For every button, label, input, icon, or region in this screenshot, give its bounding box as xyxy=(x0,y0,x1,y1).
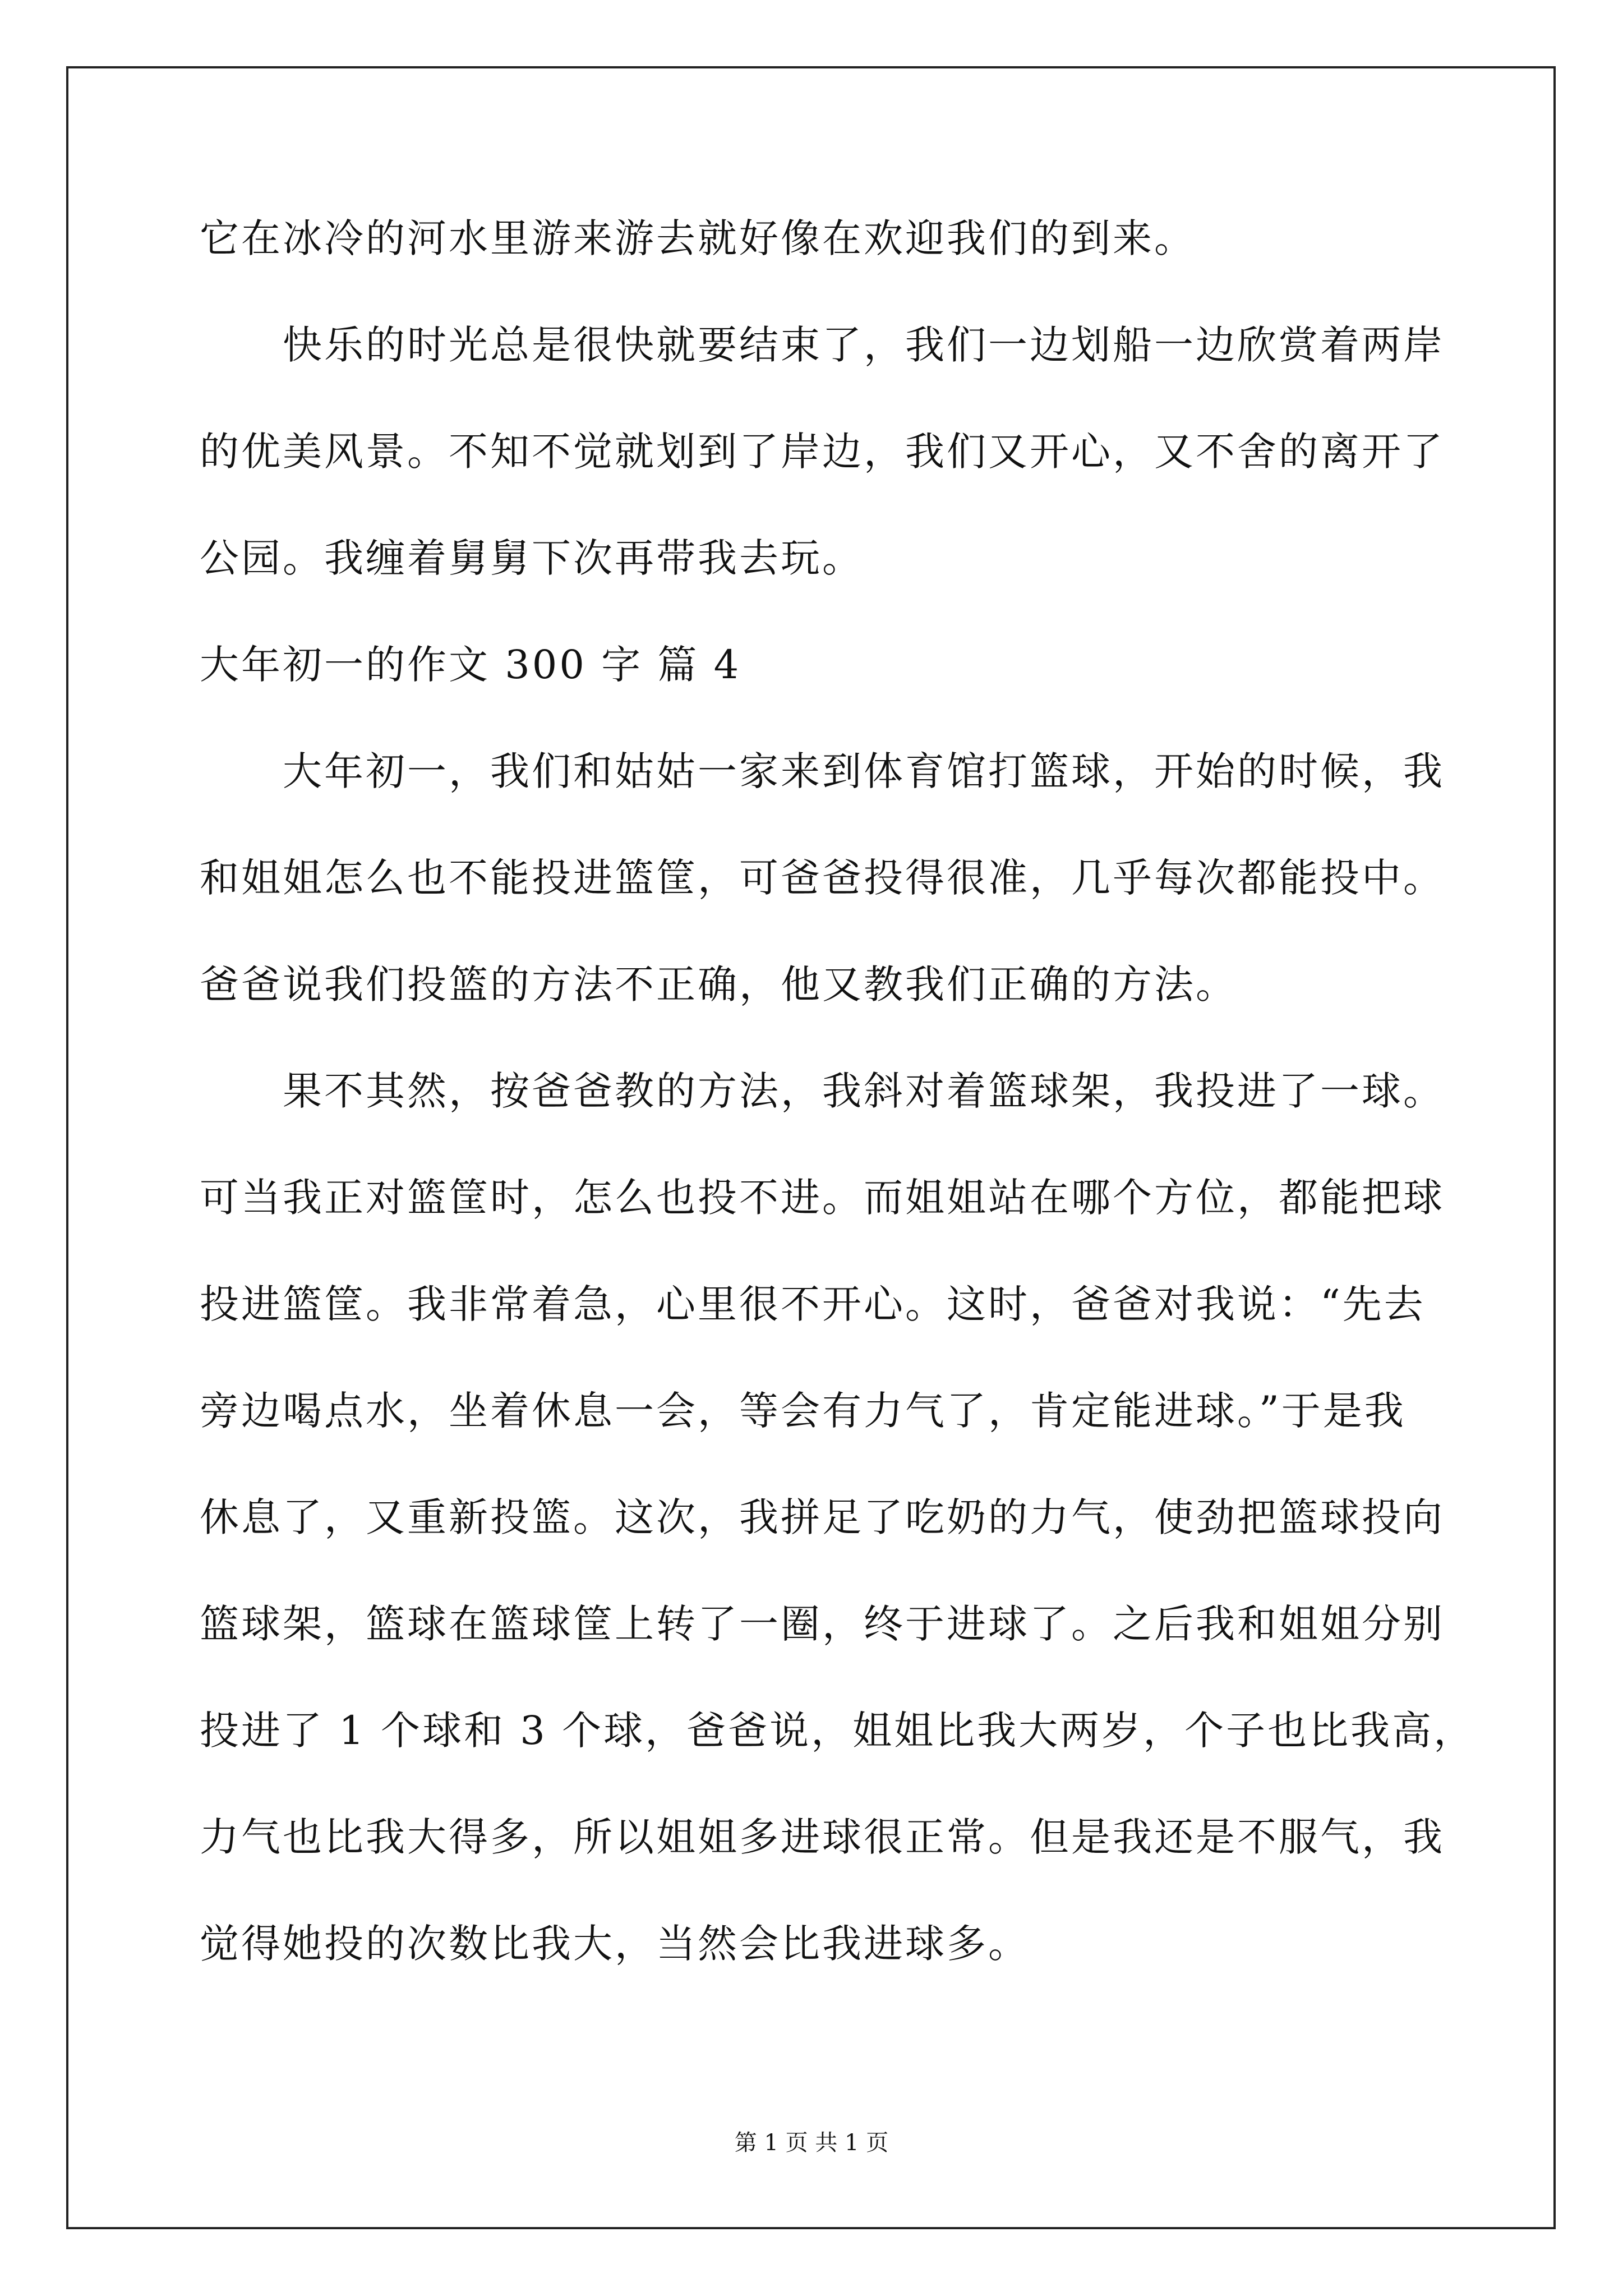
text-line: 爸爸说我们投篮的方法不正确，他又教我们正确的方法。 xyxy=(200,961,1237,1007)
text-line: 它在冰冷的河水里游来游去就好像在欢迎我们的到来。 xyxy=(200,215,1196,261)
page-border xyxy=(66,66,1556,2229)
text-line: 果不其然，按爸爸教的方法，我斜对着篮球架，我投进了一球。 xyxy=(283,1068,1445,1114)
text-line: 和姐姐怎么也不能投进篮筐，可爸爸投得很准，几乎每次都能投中。 xyxy=(200,855,1445,901)
text-line: 投进了 1 个球和 3 个球，爸爸说，姐姐比我大两岁，个子也比我高， xyxy=(200,1708,1476,1754)
text-line: 力气也比我大得多，所以姐姐多进球很正常。但是我还是不服气，我 xyxy=(200,1814,1445,1860)
text-line: 大年初一，我们和姑姑一家来到体育馆打篮球，开始的时候，我 xyxy=(283,748,1445,794)
text-line: 休息了，又重新投篮。这次，我拼足了吃奶的力气，使劲把篮球投向 xyxy=(200,1494,1445,1540)
text-line: 旁边喝点水，坐着休息一会，等会有力气了，肯定能进球。”于是我 xyxy=(200,1388,1406,1434)
text-line: 快乐的时光总是很快就要结束了，我们一边划船一边欣赏着两岸 xyxy=(283,322,1445,368)
page-footer: 第 1 页 共 1 页 xyxy=(734,2130,889,2156)
text-line: 篮球架，篮球在篮球筐上转了一圈，终于进球了。之后我和姐姐分别 xyxy=(200,1601,1445,1647)
section-heading: 大年初一的作文 300 字 篇 4 xyxy=(200,642,741,688)
text-line: 投进篮筐。我非常着急，心里很不开心。这时，爸爸对我说：“先去 xyxy=(200,1281,1426,1327)
text-line: 可当我正对篮筐时，怎么也投不进。而姐姐站在哪个方位，都能把球 xyxy=(200,1175,1445,1221)
text-line: 觉得她投的次数比我大，当然会比我进球多。 xyxy=(200,1921,1030,1967)
text-line: 公园。我缠着舅舅下次再带我去玩。 xyxy=(200,535,864,581)
text-line: 的优美风景。不知不觉就划到了岸边，我们又开心，又不舍的离开了 xyxy=(200,429,1445,475)
